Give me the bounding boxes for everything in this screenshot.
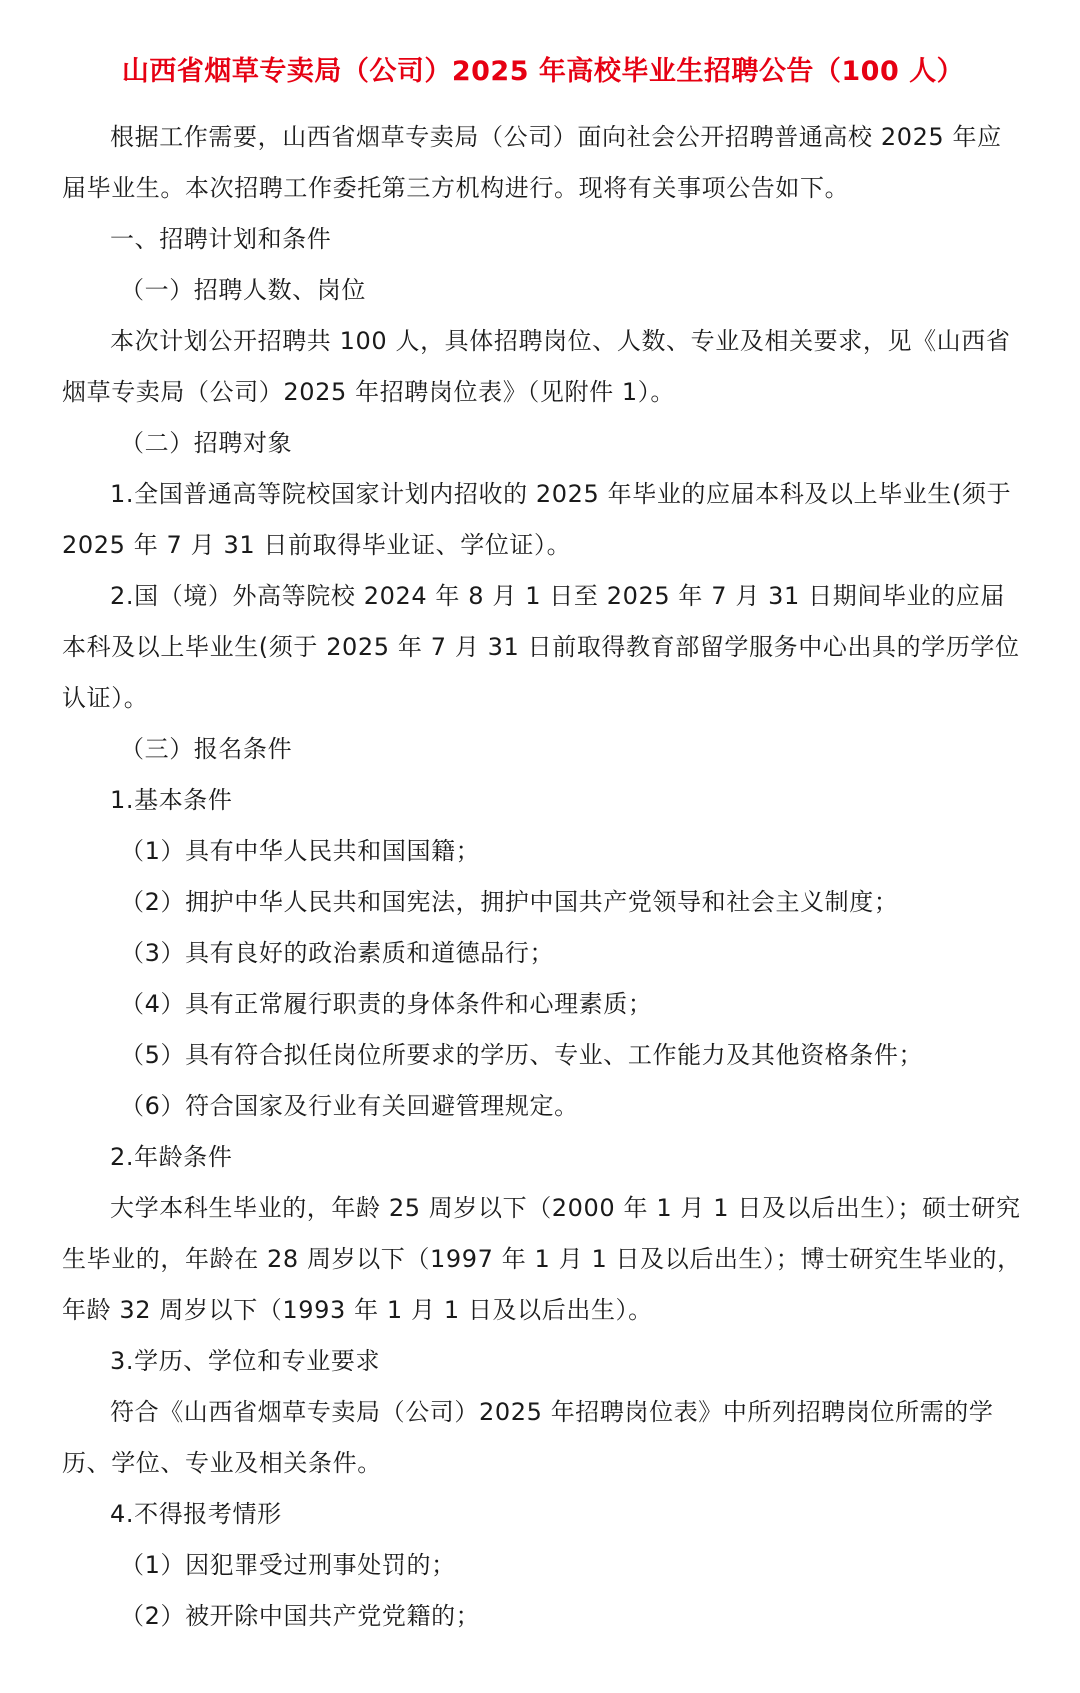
list-item: （2）拥护中华人民共和国宪法，拥护中国共产党领导和社会主义制度； [120, 888, 899, 916]
list-item: （5）具有符合拟任岗位所要求的学历、专业、工作能力及其他资格条件； [120, 1041, 924, 1069]
item-heading-basic: 1.基本条件 [110, 786, 233, 814]
paragraph-positions: 本次计划公开招聘共 100 人，具体招聘岗位、人数、专业及相关要求，见《山西省烟草专卖局（公司）2025 年招聘岗位表》（见附件 1）。 [62, 327, 1011, 406]
paragraph-education: 符合《山西省烟草专卖局（公司）2025 年招聘岗位表》中所列招聘岗位所需的学历、学位、专业及相关条件。 [62, 1398, 994, 1477]
item-heading-exclusions: 4.不得报考情形 [110, 1500, 282, 1528]
list-item: （4）具有正常履行职责的身体条件和心理素质； [120, 990, 653, 1018]
paragraph-age: 大学本科生毕业的，年龄 25 周岁以下（2000 年 1 月 1 日及以后出生）；硕士研究生毕业的，年龄在 28 周岁以下（1997 年 1 月 1 日及以后出生）；博士研究生毕业的，年龄 32 周岁以下（1993 年 1 月 1 日及以后出生）。 [62, 1194, 1022, 1324]
list-item: （3）具有良好的政治素质和道德品行； [120, 939, 555, 967]
list-item: （1）因犯罪受过刑事处罚的； [120, 1551, 456, 1579]
paragraph-target-2: 2.国（境）外高等院校 2024 年 8 月 1 日至 2025 年 7 月 31 日期间毕业的应届本科及以上毕业生(须于 2025 年 7 月 31 日前取得教育部留学服务中心出具的学历学位认证）。 [62, 582, 1020, 712]
list-item: （1）具有中华人民共和国国籍； [120, 837, 481, 865]
subsection-heading-1: （一）招聘人数、岗位 [120, 276, 366, 304]
list-item: （2）被开除中国共产党党籍的； [120, 1602, 481, 1630]
subsection-heading-3: （三）报名条件 [120, 735, 293, 763]
list-item: （6）符合国家及行业有关回避管理规定。 [120, 1092, 579, 1120]
section-heading-1: 一、招聘计划和条件 [110, 225, 332, 253]
subsection-heading-2: （二）招聘对象 [120, 429, 293, 457]
item-heading-education: 3.学历、学位和专业要求 [110, 1347, 381, 1375]
paragraph-target-1: 1.全国普通高等院校国家计划内招收的 2025 年毕业的应届本科及以上毕业生(须于 2025 年 7 月 31 日前取得毕业证、学位证）。 [62, 480, 1012, 559]
paragraph-intro: 根据工作需要，山西省烟草专卖局（公司）面向社会公开招聘普通高校 2025 年应届毕业生。本次招聘工作委托第三方机构进行。现将有关事项公告如下。 [62, 123, 1002, 202]
page-title: 山西省烟草专卖局（公司）2025 年高校毕业生招聘公告（100 人） [121, 56, 965, 87]
item-heading-age: 2.年龄条件 [110, 1143, 233, 1171]
